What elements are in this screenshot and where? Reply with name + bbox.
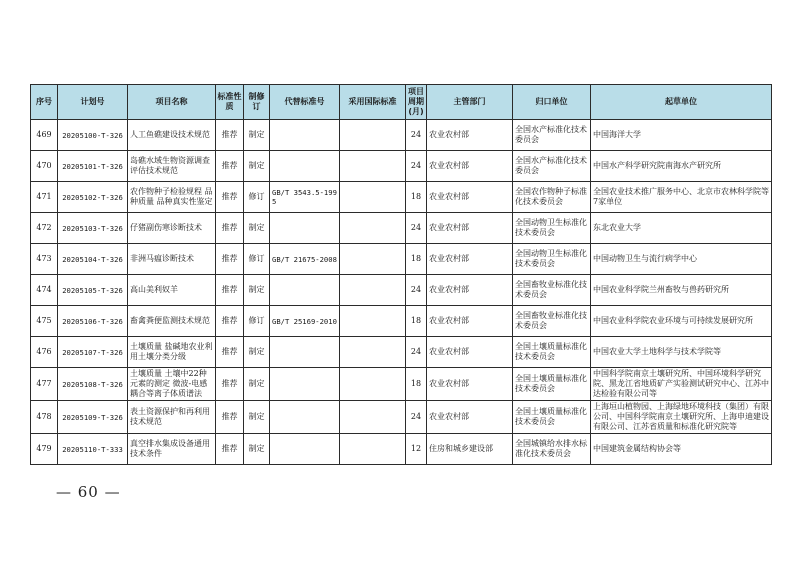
cell-project-name: 土壤质量 土壤中22种元素的测定 微波-电感耦合等离子体质谱法 xyxy=(128,368,216,401)
cell-formulation-type: 制定 xyxy=(244,151,270,182)
cell-drafting-unit: 中国水产科学研究院南海水产研究所 xyxy=(591,151,772,182)
cell-project-name: 真空排水集成设备通用技术条件 xyxy=(128,434,216,465)
table-row xyxy=(31,244,772,275)
cell-international-standard xyxy=(340,120,406,151)
table-row xyxy=(31,120,772,151)
cell-competent-department: 农业农村部 xyxy=(427,306,513,337)
cell-plan-number: 20205104-T-326 xyxy=(58,244,128,275)
cell-competent-department: 农业农村部 xyxy=(427,213,513,244)
cell-plan-number: 20205106-T-326 xyxy=(58,306,128,337)
cell-responsible-unit: 全国城镇给水排水标准化技术委员会 xyxy=(513,434,591,465)
cell-replaced-standard: GB/T 25169-2010 xyxy=(270,306,340,337)
cell-international-standard xyxy=(340,275,406,306)
cell-competent-department: 农业农村部 xyxy=(427,368,513,401)
cell-standard-nature: 推荐 xyxy=(216,213,244,244)
cell-serial: 469 xyxy=(31,120,58,151)
cell-project-period: 24 xyxy=(406,120,427,151)
cell-competent-department: 农业农村部 xyxy=(427,401,513,434)
header-competent-department: 主管部门 xyxy=(427,85,513,120)
cell-serial: 479 xyxy=(31,434,58,465)
cell-project-period: 24 xyxy=(406,213,427,244)
cell-drafting-unit: 上海垣山植物园、上海绿地环境科技（集团）有限公司、中国科学院南京土壤研究所、上海申迪建设有限公司、江苏省质量和标准化研究院等 xyxy=(591,401,772,434)
cell-drafting-unit: 中国动物卫生与流行病学中心 xyxy=(591,244,772,275)
cell-responsible-unit: 全国水产标准化技术委员会 xyxy=(513,120,591,151)
cell-replaced-standard xyxy=(270,401,340,434)
cell-serial: 477 xyxy=(31,368,58,401)
cell-formulation-type: 修订 xyxy=(244,306,270,337)
cell-replaced-standard xyxy=(270,120,340,151)
cell-drafting-unit: 中国科学院南京土壤研究所、中国环境科学研究院、黑龙江省地质矿产实验测试研究中心、江苏中达检验有限公司等 xyxy=(591,368,772,401)
cell-competent-department: 农业农村部 xyxy=(427,120,513,151)
cell-replaced-standard: GB/T 21675-2008 xyxy=(270,244,340,275)
cell-international-standard xyxy=(340,213,406,244)
cell-competent-department: 农业农村部 xyxy=(427,151,513,182)
cell-serial: 478 xyxy=(31,401,58,434)
cell-responsible-unit: 全国畜牧业标准化技术委员会 xyxy=(513,275,591,306)
cell-standard-nature: 推荐 xyxy=(216,182,244,213)
cell-plan-number: 20205102-T-326 xyxy=(58,182,128,213)
cell-plan-number: 20205109-T-326 xyxy=(58,401,128,434)
header-plan-number: 计划号 xyxy=(58,85,128,120)
table-body xyxy=(31,120,772,465)
cell-replaced-standard xyxy=(270,337,340,368)
cell-project-name: 高山美利奴羊 xyxy=(128,275,216,306)
header-project-name: 项目名称 xyxy=(128,85,216,120)
cell-formulation-type: 制定 xyxy=(244,401,270,434)
cell-drafting-unit: 中国农业大学土地科学与技术学院等 xyxy=(591,337,772,368)
table-row xyxy=(31,275,772,306)
cell-formulation-type: 修订 xyxy=(244,244,270,275)
cell-plan-number: 20205107-T-326 xyxy=(58,337,128,368)
cell-project-name: 农作物种子检验规程 品种质量 品种真实性鉴定 xyxy=(128,182,216,213)
cell-project-name: 畜禽粪便监测技术规范 xyxy=(128,306,216,337)
header-replaced-standard: 代替标准号 xyxy=(270,85,340,120)
cell-project-name: 岛礁水域生物资源调查评估技术规范 xyxy=(128,151,216,182)
cell-serial: 470 xyxy=(31,151,58,182)
cell-replaced-standard xyxy=(270,213,340,244)
cell-replaced-standard xyxy=(270,151,340,182)
cell-plan-number: 20205103-T-326 xyxy=(58,213,128,244)
cell-formulation-type: 制定 xyxy=(244,275,270,306)
cell-competent-department: 农业农村部 xyxy=(427,275,513,306)
cell-competent-department: 农业农村部 xyxy=(427,182,513,213)
cell-project-period: 24 xyxy=(406,275,427,306)
cell-international-standard xyxy=(340,434,406,465)
cell-plan-number: 20205101-T-326 xyxy=(58,151,128,182)
cell-project-period: 24 xyxy=(406,401,427,434)
cell-responsible-unit: 全国农作物种子标准化技术委员会 xyxy=(513,182,591,213)
table-row xyxy=(31,182,772,213)
cell-project-name: 人工鱼礁建设技术规范 xyxy=(128,120,216,151)
cell-international-standard xyxy=(340,182,406,213)
cell-drafting-unit: 东北农业大学 xyxy=(591,213,772,244)
cell-responsible-unit: 全国土壤质量标准化技术委员会 xyxy=(513,368,591,401)
cell-formulation-type: 制定 xyxy=(244,368,270,401)
cell-replaced-standard xyxy=(270,368,340,401)
cell-international-standard xyxy=(340,368,406,401)
cell-serial: 475 xyxy=(31,306,58,337)
cell-project-name: 土壤质量 盐碱地农业利用土壤分类分级 xyxy=(128,337,216,368)
cell-serial: 472 xyxy=(31,213,58,244)
cell-responsible-unit: 全国动物卫生标准化技术委员会 xyxy=(513,244,591,275)
cell-standard-nature: 推荐 xyxy=(216,337,244,368)
cell-formulation-type: 修订 xyxy=(244,182,270,213)
cell-drafting-unit: 中国海洋大学 xyxy=(591,120,772,151)
cell-standard-nature: 推荐 xyxy=(216,151,244,182)
cell-formulation-type: 制定 xyxy=(244,337,270,368)
cell-competent-department: 农业农村部 xyxy=(427,337,513,368)
table-header-row xyxy=(31,85,772,120)
header-responsible-unit: 归口单位 xyxy=(513,85,591,120)
cell-formulation-type: 制定 xyxy=(244,434,270,465)
cell-project-name: 仔猪副伤寒诊断技术 xyxy=(128,213,216,244)
cell-standard-nature: 推荐 xyxy=(216,368,244,401)
cell-standard-nature: 推荐 xyxy=(216,401,244,434)
table-row xyxy=(31,151,772,182)
cell-drafting-unit: 全国农业技术推广服务中心、北京市农林科学院等7家单位 xyxy=(591,182,772,213)
cell-serial: 473 xyxy=(31,244,58,275)
header-project-period: 项目周期(月) xyxy=(406,85,427,120)
cell-project-period: 24 xyxy=(406,151,427,182)
cell-international-standard xyxy=(340,151,406,182)
cell-standard-nature: 推荐 xyxy=(216,306,244,337)
cell-responsible-unit: 全国土壤质量标准化技术委员会 xyxy=(513,337,591,368)
cell-replaced-standard: GB/T 3543.5-1995 xyxy=(270,182,340,213)
cell-international-standard xyxy=(340,244,406,275)
cell-project-period: 24 xyxy=(406,337,427,368)
cell-plan-number: 20205110-T-333 xyxy=(58,434,128,465)
cell-responsible-unit: 全国畜牧业标准化技术委员会 xyxy=(513,306,591,337)
cell-competent-department: 农业农村部 xyxy=(427,244,513,275)
cell-international-standard xyxy=(340,337,406,368)
cell-project-period: 18 xyxy=(406,306,427,337)
cell-replaced-standard xyxy=(270,434,340,465)
header-drafting-unit: 起草单位 xyxy=(591,85,772,120)
cell-international-standard xyxy=(340,306,406,337)
cell-plan-number: 20205105-T-326 xyxy=(58,275,128,306)
header-serial: 序号 xyxy=(31,85,58,120)
cell-standard-nature: 推荐 xyxy=(216,275,244,306)
table-row xyxy=(31,368,772,401)
page-number: — 60 — xyxy=(56,483,121,501)
cell-formulation-type: 制定 xyxy=(244,213,270,244)
cell-plan-number: 20205108-T-326 xyxy=(58,368,128,401)
cell-formulation-type: 制定 xyxy=(244,120,270,151)
cell-drafting-unit: 中国农业科学院兰州畜牧与兽药研究所 xyxy=(591,275,772,306)
header-standard-nature: 标准性质 xyxy=(216,85,244,120)
cell-drafting-unit: 中国农业科学院农业环境与可持续发展研究所 xyxy=(591,306,772,337)
cell-responsible-unit: 全国土壤质量标准化技术委员会 xyxy=(513,401,591,434)
cell-drafting-unit: 中国建筑金属结构协会等 xyxy=(591,434,772,465)
header-formulation-type: 制修订 xyxy=(244,85,270,120)
cell-competent-department: 住房和城乡建设部 xyxy=(427,434,513,465)
cell-serial: 476 xyxy=(31,337,58,368)
cell-replaced-standard xyxy=(270,275,340,306)
cell-project-name: 非洲马瘟诊断技术 xyxy=(128,244,216,275)
cell-project-period: 18 xyxy=(406,368,427,401)
header-international-standard: 采用国际标准 xyxy=(340,85,406,120)
table-row xyxy=(31,401,772,434)
table-row xyxy=(31,213,772,244)
cell-serial: 471 xyxy=(31,182,58,213)
cell-project-period: 12 xyxy=(406,434,427,465)
table-row xyxy=(31,337,772,368)
cell-standard-nature: 推荐 xyxy=(216,434,244,465)
cell-standard-nature: 推荐 xyxy=(216,244,244,275)
cell-project-name: 表土资源保护和再利用技术规范 xyxy=(128,401,216,434)
cell-serial: 474 xyxy=(31,275,58,306)
cell-plan-number: 20205100-T-326 xyxy=(58,120,128,151)
cell-project-period: 18 xyxy=(406,244,427,275)
cell-standard-nature: 推荐 xyxy=(216,120,244,151)
cell-responsible-unit: 全国水产标准化技术委员会 xyxy=(513,151,591,182)
cell-international-standard xyxy=(340,401,406,434)
cell-project-period: 18 xyxy=(406,182,427,213)
standards-plan-table xyxy=(30,84,772,465)
table-row xyxy=(31,434,772,465)
cell-responsible-unit: 全国动物卫生标准化技术委员会 xyxy=(513,213,591,244)
table-row xyxy=(31,306,772,337)
